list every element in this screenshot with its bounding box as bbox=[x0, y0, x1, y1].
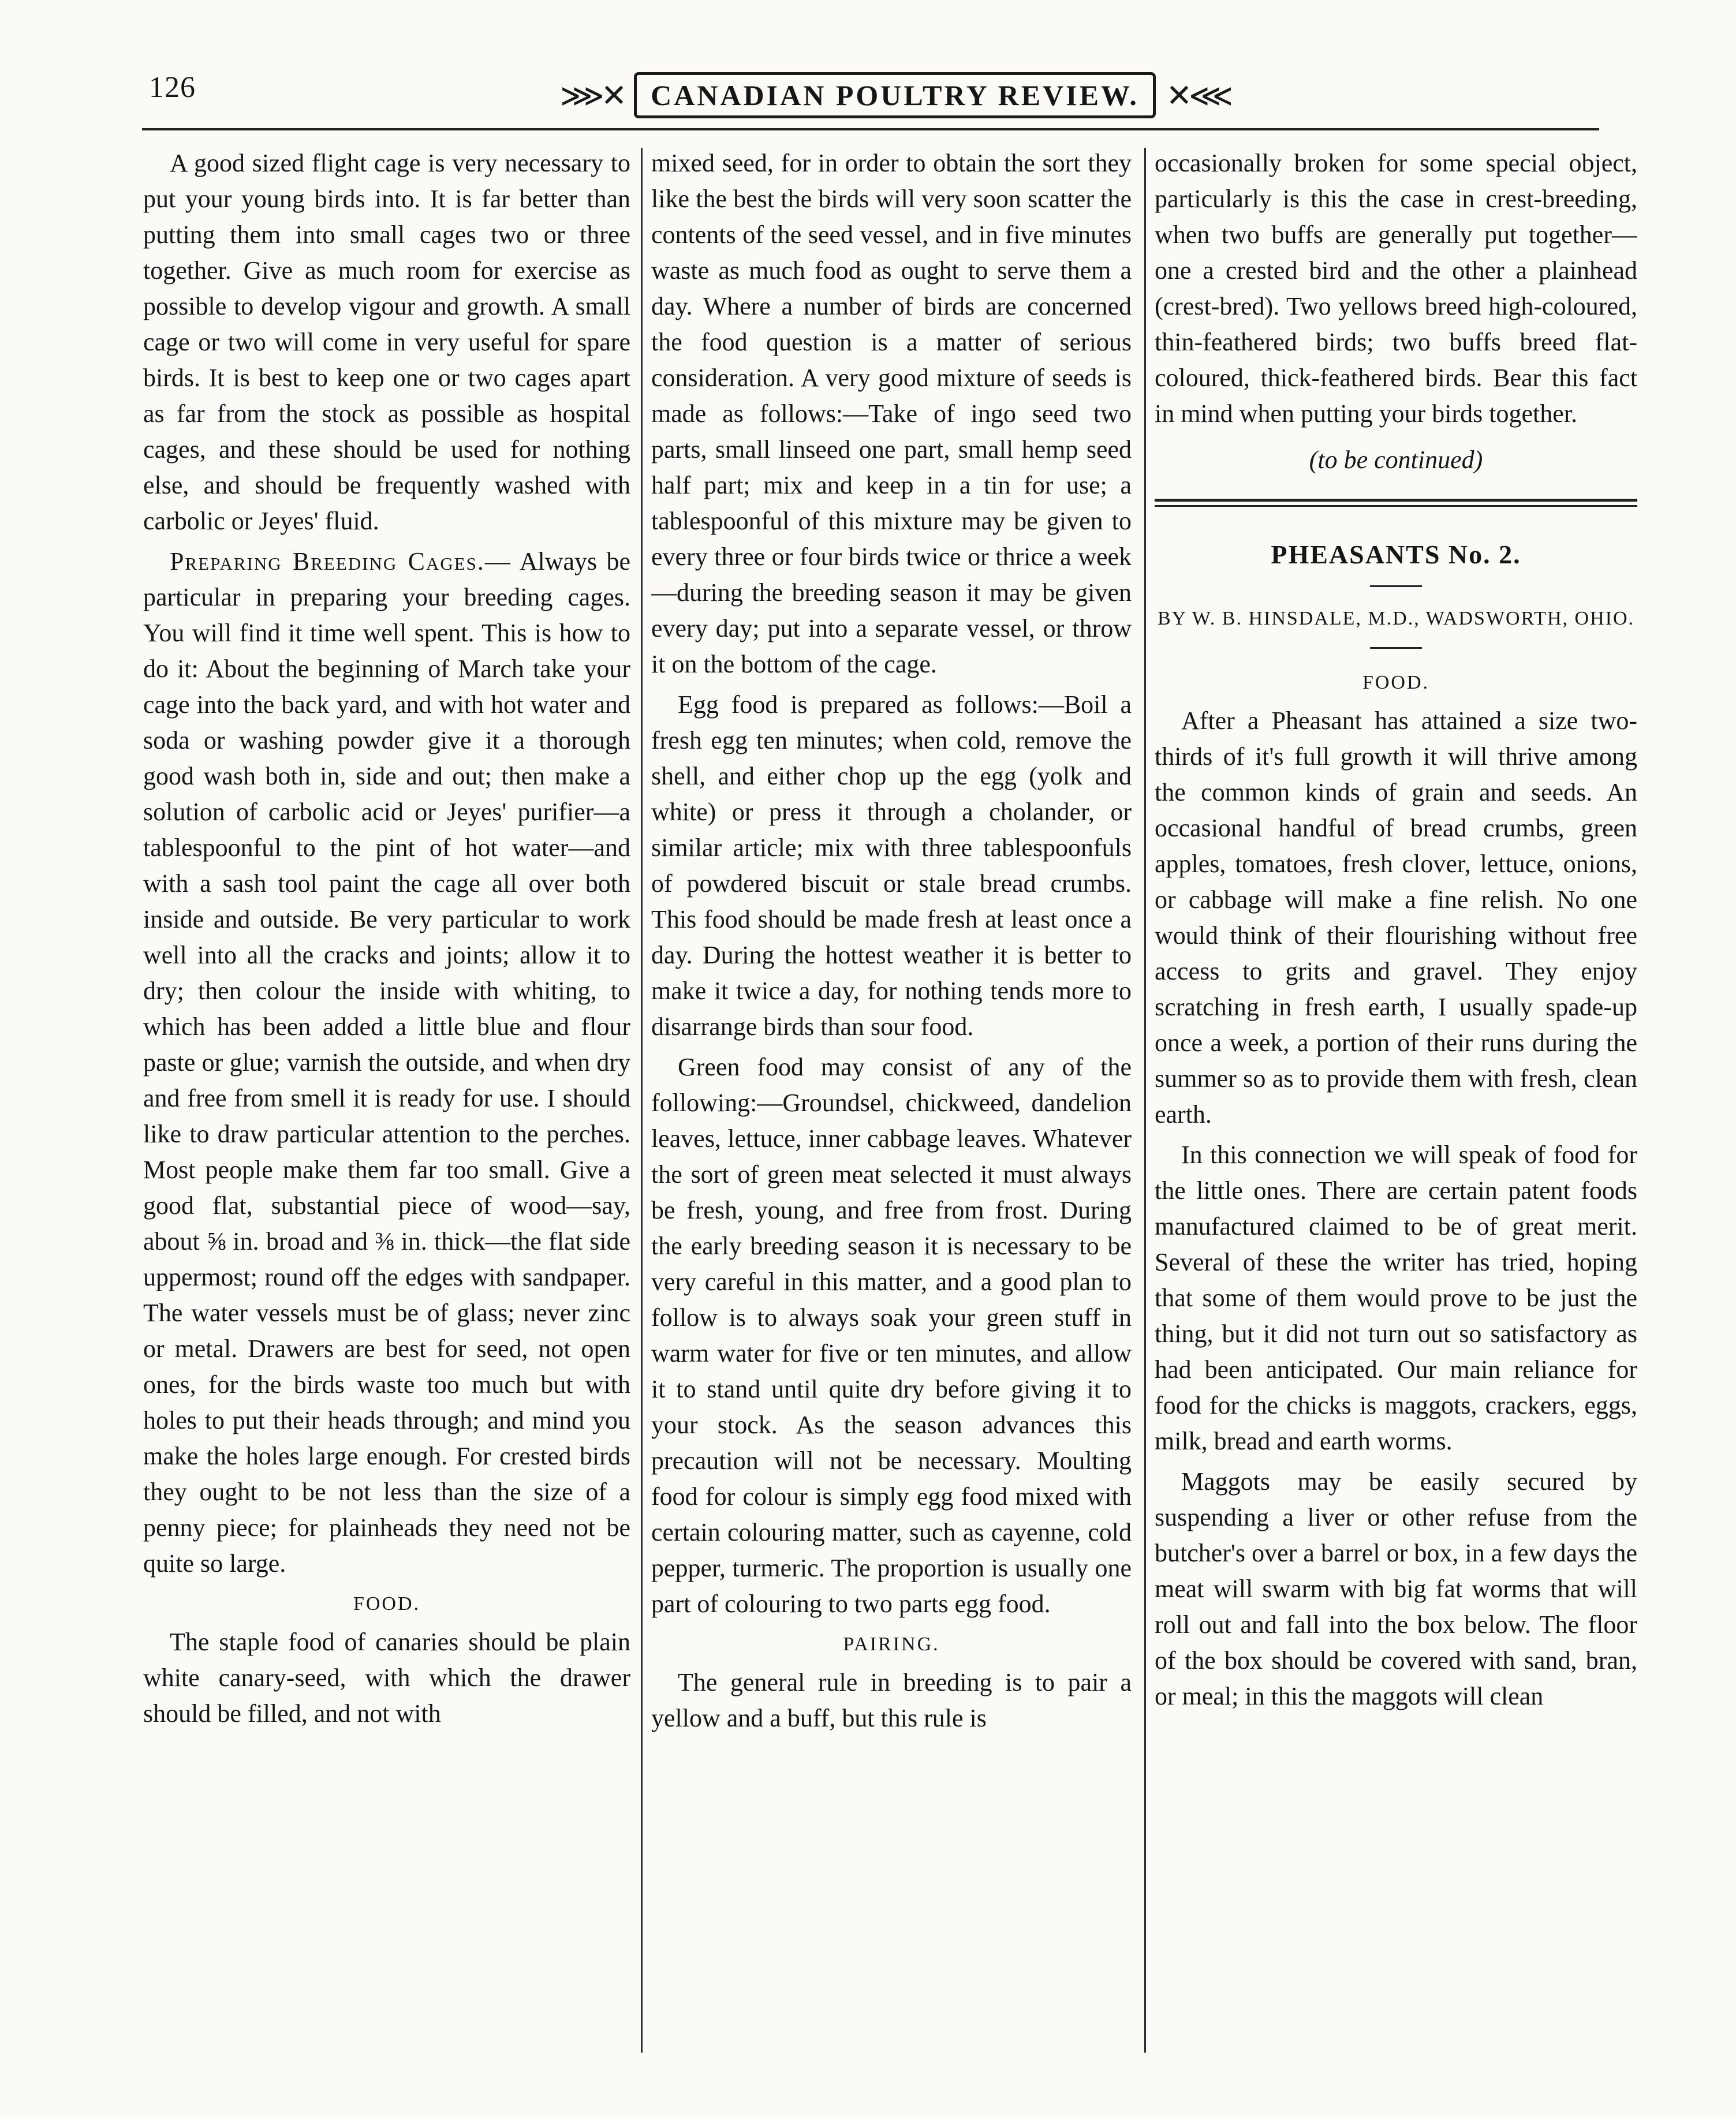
masthead bbox=[560, 63, 1230, 127]
title-rule bbox=[1370, 585, 1422, 587]
header-rule bbox=[142, 128, 1599, 130]
paragraph: Maggots may be easily secured by suspending a liver or other refuse from the butcher's over a barrel or box, in a few days the meat will swarm with big fat worms that will roll out and fall into the box below. The floor of the box should be covered with sand, bran, or meal; in this the maggots will clean bbox=[1155, 1467, 1637, 1710]
column-3 bbox=[1155, 145, 1637, 2056]
column-2 bbox=[651, 145, 1132, 2056]
paragraph: The staple food of canaries should be plain white canary-seed, with which the drawer should be filled, and not with bbox=[143, 1628, 630, 1728]
paragraph bbox=[143, 544, 630, 1582]
paragraph: The general rule in breeding is to pair a yellow and a buff, but this rule is bbox=[651, 1668, 1132, 1732]
paragraph: Green food may consist of any of the following:—Groundsel, chickweed, dandelion leaves, lettuce, inner cabbage leaves. Whatever the sort of green meat selected it must always be fresh, young, and free from frost. During the early breeding season it is necessary to be very careful in this matter, and a good plan to follow is to always soak your green stuff in warm water for five or ten minutes, and allow it to stand until quite dry before giving it to your stock. As the season advances this precaution will not be necessary. Moulting food for colour is simply egg food mixed with certain colouring matter, such as cayenne, cold pepper, turmeric. The proportion is usually one part of colouring to two parts egg food. bbox=[651, 1053, 1132, 1618]
paragraph: Egg food is prepared as follows:—Boil a fresh egg ten minutes; when cold, remove the shell, and either chop up the egg (yolk and white) or press it through a cholander, or similar article; mix with three tablespoonfuls of powdered biscuit or stale bread crumbs. This food should be made fresh at least once a day. During the hottest weather it is better to make it twice a day, for nothing tends more to disarrange birds than sour food. bbox=[651, 690, 1132, 1041]
section-heading: FOOD. bbox=[1362, 672, 1430, 693]
column-1 bbox=[143, 145, 630, 2056]
byline: BY W. B. HINSDALE, M.D., WADSWORTH, OHIO. bbox=[1157, 608, 1635, 629]
ornament-right-icon: ✕⋘ bbox=[1166, 78, 1230, 113]
byline-rule bbox=[1370, 647, 1422, 649]
column-divider-2 bbox=[1144, 148, 1146, 2053]
page-number: 126 bbox=[149, 71, 196, 104]
ornament-left-icon: ⋙✕ bbox=[560, 78, 624, 113]
paragraph: After a Pheasant has attained a size two-thirds of it's full growth it will thrive among the common kinds of grain and seeds. An occasional handful of bread crumbs, green apples, tomatoes, fresh clover, lettuce, onions, or cabbage will make a fine relish. No one would think of their flourishing without free access to grits and gravel. They enjoy scratching in fresh earth, I usually spade-up once a week, a portion of their runs during the summer so as to provide them with fresh, clean earth. bbox=[1155, 707, 1637, 1128]
article-title: PHEASANTS No. 2. bbox=[1271, 540, 1521, 569]
paragraph: A good sized flight cage is very necessary to put your young birds into. It is far better than putting them into small cages two or three together. Give as much room for exercise as possible to develop vigour and growth. A small cage or two will come in very useful for spare birds. It is best to keep one or two cages apart as far from the stock as possible as hospital cages, and these should be used for nothing else, and should be frequently washed with carbolic or Jeyes' fluid. bbox=[143, 149, 630, 535]
section-heading: Preparing Breeding Cages.— bbox=[170, 547, 512, 575]
section-heading: PAIRING. bbox=[843, 1634, 940, 1655]
paragraph: mixed seed, for in order to obtain the sort they like the best the birds will very soon scatter the contents of the seed vessel, and in five minutes waste as much food as ought to serve them a day. Where a number of birds are concerned the food question is a matter of serious consideration. A very good mixture of seeds is made as follows:—Take of ingo seed two parts, small linseed one part, small hemp seed half part; mix and keep in a tin for use; a tablespoonful of this mixture may be given to every three or four birds twice or thrice a week—during the breeding season it may be given every day; put into a separate vessel, or throw it on the bottom of the cage. bbox=[651, 149, 1132, 678]
continued-note: (to be continued) bbox=[1309, 446, 1483, 474]
masthead-title: CANADIAN POULTRY REVIEW. bbox=[634, 72, 1156, 118]
paragraph: occasionally broken for some special object, particularly is this the case in crest-breeding, when two buffs are generally put together—one a crested bird and the other a plainhead (crest-bred). Two yellows breed high-coloured, thin-feathered birds; two buffs breed flat-coloured, thick-feathered birds. Bear this fact in mind when putting your birds together. bbox=[1155, 149, 1637, 428]
paragraph-body: Always be particular in preparing your breeding cages. You will find it time well spent. This is how to do it: About the beginning of March take your cage into the back yard, and with hot water and soda or washing powder give it a thorough good wash both in, side and out; then make a solution of carbolic acid or Jeyes' purifier—a tablespoonful to the pint of hot water—and with a sash tool paint the cage all over both inside and outside. Be very particular to work well into all the cracks and joints; allow it to dry; then colour the inside with whiting, to which has been added a little blue and flour paste or glue; varnish the outside, and when dry and free from smell it is ready for use. I should like to draw particular attention to the perches. Most people make them far too small. Give a good flat, substantial piece of wood—say, about ⅝ in. broad and ⅜ in. thick—the flat side uppermost; round off the edges with sandpaper. The water vessels must be of glass; never zinc or metal. Drawers are best for seed, not open ones, for the birds waste too much but with holes to put their heads through; and mind you make the holes large enough. For crested birds they ought to be not less than the size of a penny piece; for plainheads they need not be quite so large. bbox=[143, 547, 630, 1578]
paragraph: In this connection we will speak of food for the little ones. There are certain patent foods manufactured claimed to be of great merit. Several of these the writer has tried, hoping that some of them would prove to be just the thing, but it did not turn out so satisfactory as had been anticipated. Our main reliance for food for the chicks is maggots, crackers, eggs, milk, bread and earth worms. bbox=[1155, 1141, 1637, 1455]
column-divider-1 bbox=[641, 148, 643, 2053]
section-heading: FOOD. bbox=[353, 1593, 421, 1615]
article-separator bbox=[1155, 499, 1637, 507]
